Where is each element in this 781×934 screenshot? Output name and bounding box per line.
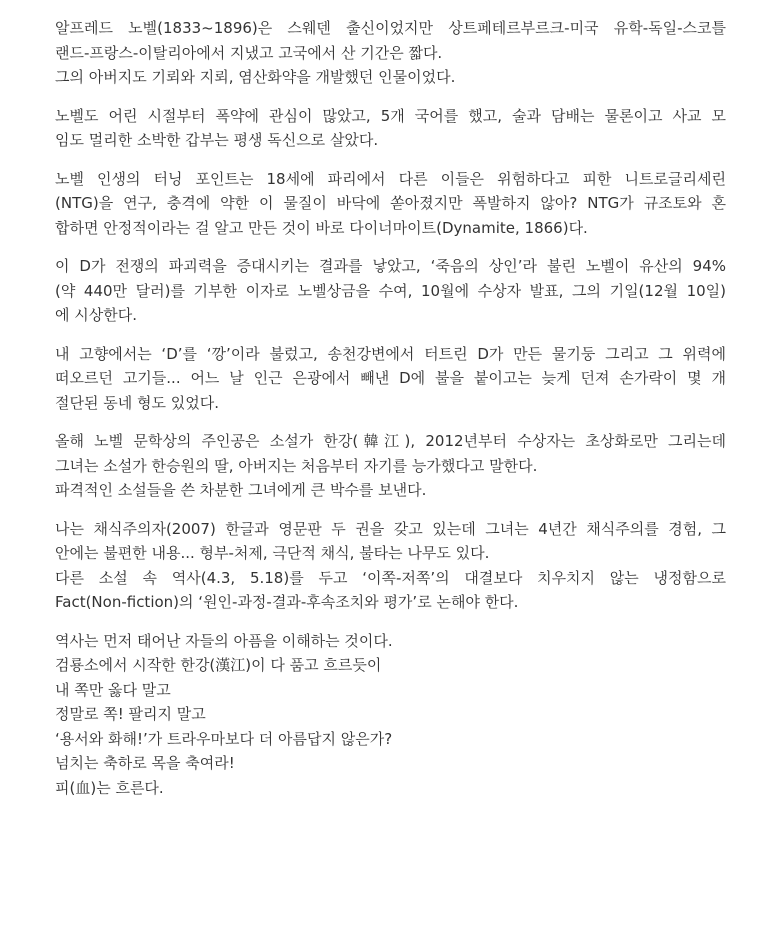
- paragraph-vegetarian: [55, 517, 726, 615]
- text-line: 검룡소에서 시작한 한강(漢江)이 다 품고 흐르듯이: [55, 656, 382, 674]
- text-line: Fact(Non-fiction)의 ‘원인-과정-결과-후속조치와 평가’로 논해야 한다.: [55, 593, 519, 611]
- text-line: 합하면 안정적이라는 걸 알고 만든 것이 바로 다이너마이트(Dynamite, 1866)다.: [55, 218, 588, 237]
- paragraph-nobel-youth: [55, 104, 726, 153]
- text-line: 노벨도 어린 시절부터 폭약에 관심이 많았고, 5개 국어를 했고, 술과 담배는 물론이고 사교 모: [55, 106, 726, 125]
- paragraph-nobel-prize: [55, 254, 726, 328]
- text-line: 알프레드 노벨(1833~1896)은 스웨덴 출신이었지만 상트페테르부르크-미국 유학-독일-스코틀: [55, 19, 726, 37]
- text-line: 정말로 쪽! 팔리지 말고: [55, 705, 206, 723]
- text-line: 안에는 불편한 내용... 형부-처제, 극단적 채식, 불타는 나무도 있다.: [55, 544, 490, 562]
- text-line: 나는 채식주의자(2007) 한글과 영문판 두 권을 갖고 있는데 그녀는 4년간 채식주의를 경험, 그: [55, 519, 726, 538]
- text-line: 다른 소설 속 역사(4.3, 5.18)를 두고 ‘이쪽-저쪽’의 대결보다 치우치지 않는 냉정함으로: [55, 568, 726, 587]
- text-line: 피(血)는 흐른다.: [55, 778, 164, 797]
- text-line: 내 고향에서는 ‘D’를 ‘깡’이라 불렀고, 송천강변에서 터트린 D가 만든 물기둥 그리고 그 위력에: [55, 344, 726, 363]
- text-line: 그녀는 소설가 한승원의 딸, 아버지는 처음부터 자기를 능가했다고 말한다.: [55, 456, 538, 475]
- text-line: 노벨 인생의 터닝 포인트는 18세에 파리에서 다른 이들은 위험하다고 피한 니트로글리세린: [55, 169, 726, 188]
- text-line: 그의 아버지도 기뢰와 지뢰, 염산화약을 개발했던 인물이었다.: [55, 68, 456, 86]
- paragraph-han-kang: [55, 429, 726, 503]
- text-line: 에 시상한다.: [55, 306, 137, 324]
- paragraph-dynamite: [55, 167, 726, 241]
- text-line: 이 D가 전쟁의 파괴력을 증대시키는 결과를 낳았고, ‘죽음의 상인’라 불린 노벨이 유산의 94%: [55, 257, 726, 275]
- text-line: 절단된 동네 형도 있었다.: [55, 393, 219, 412]
- text-line: 떠오르던 고기들... 어느 날 인근 은광에서 빼낸 D에 불을 붙이고는 늦게 던져 손가락이 몇 개: [55, 369, 726, 387]
- text-line: 파격적인 소설들을 쓴 차분한 그녀에게 큰 박수를 보낸다.: [55, 481, 427, 499]
- text-line: 랜드-프랑스-이탈리아에서 지냈고 고국에서 산 기간은 짧다.: [55, 43, 443, 62]
- text-line: 올해 노벨 문학상의 주인공은 소설가 한강(韓江), 2012년부터 수상자는 초상화로만 그리는데: [55, 432, 726, 450]
- text-line: 임도 멀리한 소박한 갑부는 평생 독신으로 살았다.: [55, 131, 379, 149]
- text-line: 역사는 먼저 태어난 자들의 아픔을 이해하는 것이다.: [55, 631, 393, 650]
- paragraph-poem: [55, 629, 726, 801]
- text-line: (약 440만 달러)를 기부한 이자로 노벨상금을 수여, 10월에 수상자 발표, 그의 기일(12월 10일): [55, 281, 726, 300]
- paragraph-hometown: [55, 342, 726, 416]
- text-line: (NTG)을 연구, 충격에 약한 이 물질이 바닥에 쏟아졌지만 폭발하지 않아? NTG가 규조토와 혼: [55, 194, 726, 212]
- paragraph-nobel-origin: [55, 16, 726, 90]
- text-line: 넘치는 축하로 목을 축여라!: [55, 754, 235, 772]
- text-line: ‘용서와 화해!’가 트라우마보다 더 아름답지 않은가?: [55, 729, 393, 748]
- text-line: 내 쪽만 옳다 말고: [55, 680, 171, 699]
